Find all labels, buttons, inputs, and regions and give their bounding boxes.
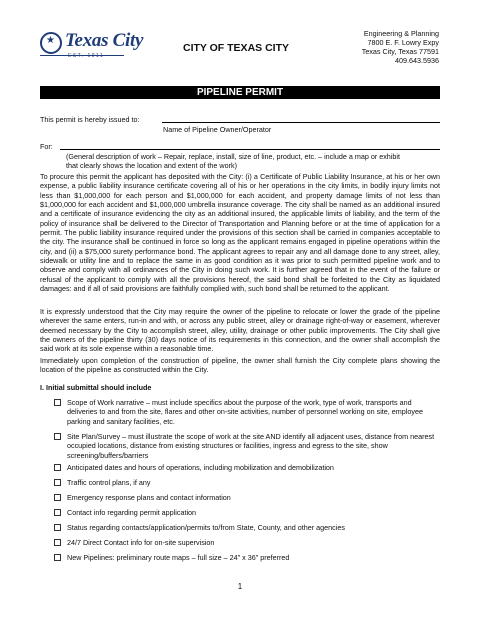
phone-number: 409.643.5936 xyxy=(395,56,439,65)
city-title: CITY OF TEXAS CITY xyxy=(183,42,289,54)
checklist-item-text: Contact info regarding permit application xyxy=(67,508,197,517)
checkbox[interactable] xyxy=(54,524,61,531)
checkbox[interactable] xyxy=(54,554,61,561)
completion-paragraph: Immediately upon completion of the construction of pipeline, the owner shall furnish the City complete plans showing the location of the pipeline as constructed within the City. xyxy=(40,356,440,375)
checklist-item-text: Status regarding contacts/application/permits to/from State, County, and other agencies xyxy=(67,523,345,532)
checklist-item-text: Site Plan/Survey – must illustrate the scope of work at the site AND identify all adjacent uses, distance from nearest occupied locations, distance from existing structures or facilities, ingress and egress to the site, show screening/buffers/barriers xyxy=(67,432,435,460)
page-title: PIPELINE PERMIT xyxy=(196,87,284,98)
checklist-item-text: Scope of Work narrative – must include specifics about the purpose of the work, type of work, transports and deliveries to and from the site, flares and other on-site activities, number of personnel working on site, employee parking and sanitary facilities, etc. xyxy=(67,398,423,426)
checklist-item-text: Traffic control plans, if any xyxy=(67,478,151,487)
work-description-caption-2: that clearly shows the location and extent of the work) xyxy=(66,161,237,170)
checkbox[interactable] xyxy=(54,494,61,501)
checklist-item-text: Emergency response plans and contact information xyxy=(67,493,231,502)
checkbox[interactable] xyxy=(54,539,61,546)
logo-text: Texas City xyxy=(65,30,144,51)
checkbox[interactable] xyxy=(54,399,61,406)
checklist-item-text: New Pipelines: preliminary route maps – full size – 24" x 36" preferred xyxy=(67,553,290,562)
issued-to-label: This permit is hereby issued to: xyxy=(40,115,140,124)
star-icon: ★ xyxy=(46,35,55,46)
checkbox[interactable] xyxy=(54,433,61,440)
for-label: For: xyxy=(40,142,53,151)
checklist-item-text: Anticipated dates and hours of operations, including mobilization and demobilization xyxy=(67,463,334,472)
title-banner xyxy=(40,86,440,99)
address-line2: Texas City, Texas 77591 xyxy=(361,47,439,56)
department-name: Engineering & Planning xyxy=(363,29,439,38)
section-heading: I. Initial submittal should include xyxy=(40,383,152,392)
insurance-paragraph: To procure this permit the applicant has deposited with the City: (i) a Certificate of Public Liability Insurance, at his or her own expense, a public liability insurance certificate covering all of his or her operations in the city limits, in bodily injury limits not less than $1,000,000 for each person and $1,000,000 for each accident, and property damage limits of not less than $1,000,000 for each accident and $1,000,000 umbrella insurance coverage. The city shall be named as an additional insured and a certificate of insurance evidencing the city as an additional insured, the applicable limits of liability, and the term of the policy of insurance shall be delivered to the Director of Transportation and Planning before or at the time of application for a permit. The public liability insurance required under the provisions of this section shall be carried in companies acceptable to the city. The insurance shall be continued in force so long as the applicant remains engaged in pipeline operations within the city, and (ii) a $75,000 surety performance bond. The applicant agrees to repair any and all damage done to any street, alley, sidewalk or utility line and to replace the same in as good condition as it was prior to such permitted pipeline work and to observe and comply with all ordinances of the City in doing such work. It is further agreed that in the event of the failure or refusal of the applicant to comply with all the provisions hereof, the said bond shall be forfeited to the City as liquidated damages: and if all of said provisions are faithfully complied with, such bond shall be returned to the applicant. xyxy=(40,172,440,294)
page-number: 1 xyxy=(237,582,243,591)
department-address xyxy=(319,29,439,65)
checkbox[interactable] xyxy=(54,464,61,471)
logo-established: EST. 1911 xyxy=(68,53,105,59)
owner-name-caption: Name of Pipeline Owner/Operator xyxy=(163,125,272,134)
relocation-paragraph: It is expressly understood that the City may require the owner of the pipeline to relocate or lower the grade of the pipeline wherever the same enters, run-in and with, or across any public street, alley or drainage right-of-way or easement, wherever deemed necessary by the City to accomplish street, alley, utility, drainage or other public improvements. The City shall give the owners of the pipeline thirty (30) days notice of its requirements in this connection, and the owner shall accomplish the said work at its sole expense within a reasonable time. xyxy=(40,307,440,354)
owner-name-field[interactable] xyxy=(162,122,440,123)
work-description-field[interactable] xyxy=(60,149,440,150)
checkbox[interactable] xyxy=(54,479,61,486)
work-description-caption-1: (General description of work – Repair, replace, install, size of line, product, etc. – include a map or exhibit xyxy=(66,152,400,161)
checkbox[interactable] xyxy=(54,509,61,516)
address-line1: 7800 E. F. Lowry Expy xyxy=(367,38,439,47)
checklist-item-text: 24/7 Direct Contact info for on-site supervision xyxy=(67,538,215,547)
